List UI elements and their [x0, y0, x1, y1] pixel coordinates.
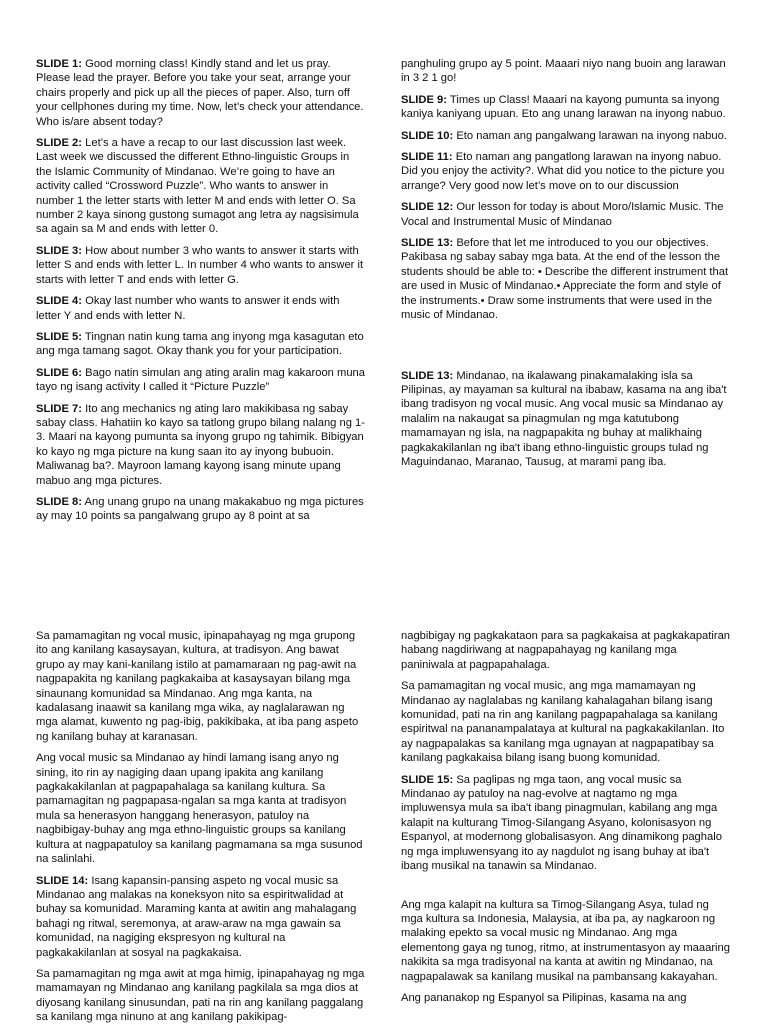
paragraph-text: Ito ang mechanics ng ating laro makikibasa ng sabay sabay class. Hahatiin ko kayo sa tatlong grupo bilang nalang ng 1-3. Maari na kayong pumunta sa inyong grupo ng tahimik. Bibigyan ko kayo ng mga picture na kung saan ito ay inyong bubuoin. Maliwanag ba?. Mayroon lamang kayong isang minute upang mabuo ang mga pictures. [36, 402, 365, 487]
paragraph-text: Good morning class! Kindly stand and let us pray. Please lead the prayer. Before you take your seat, arrange your chairs properly and pick up all the pieces of paper. Also, turn off your cellphones during my time. Now, let’s check your attendance. Who is/are absent today? [36, 58, 364, 128]
paragraph-text: Before that let me introduced to you our objectives. Pakibasa ng sabay sabay mga bata. At the end of the lesson the students should be able to: • Describe the different instrument that are used in Music of Mindanao.• Appreciate the form and style of the instruments.• Draw some instruments that were used in the music of Mindanao. [401, 237, 729, 322]
paragraph-text: Our lesson for today is about Moro/Islamic Music. The Vocal and Instrumental Music of Mindanao [401, 201, 724, 228]
paragraph-text: Isang kapansin-pansing aspeto ng vocal music sa Mindanao ang malakas na koneksyon nito sa espiritwalidad at buhay sa komunidad. Maraming kanta at awitin ang mahalagang bahagi ng ritwal, seremonya, at araw-araw na mga gawain sa komunidad, na nagiging ekspresyon ng kultural na pagkakakilanlan at sosyal na pagkakaisa. [36, 874, 357, 959]
paragraph [401, 57, 731, 86]
paragraph [36, 294, 366, 323]
paragraph-text: Ang vocal music sa Mindanao ay hindi lamang isang anyo ng sining, ito rin ay nagiging daan upang ipakita ang kanilang pagkakakilanlan at pagpapahalaga sa kanilang kultura. Sa pamamagitan ng pagpapasa-ngalan sa mga kanta at tradisyon mula sa henerasyon hanggang henerasyon, patuloy na nagbibigay-buhay ang mga ethno-linguistic groups sa kanilang kultura at nagpapatuloy sa kanilang pagmamana sa mga susunod na salinlahi. [36, 752, 363, 866]
paragraph [36, 495, 366, 524]
paragraph [401, 369, 731, 470]
paragraph [401, 679, 731, 765]
paragraph [36, 967, 366, 1025]
paragraph-text: Ang mga kalapit na kultura sa Timog-Silangang Asya, tulad ng mga kultura sa Indonesia, Malaysia, at iba pa, ay nagkaroon ng malaking epekto sa vocal music ng Mindanao. Ang mga elementong gaya ng tunog, ritmo, at instrumentasyon ay maaaring nakikita sa mga tradisyonal na kanta at awitin ng Mindanao, na nagpapalawak sa kanilang musikal na pambansang kakayahan. [401, 898, 730, 983]
paragraph [36, 136, 366, 237]
paragraph [401, 773, 731, 874]
bottom-right-column [401, 629, 731, 1012]
paragraph-text: Sa pamamagitan ng mga awit at mga himig, ipinapahayag ng mga mamamayan ng Mindanao ang kanilang pagkilala sa mga dios at diyosang kanilang sinusundan, pati na rin ang kanilang paggalang sa kanilang mga ninuno at ang kanilang pakikipag- [36, 967, 365, 1024]
slide-label: SLIDE 13: [401, 369, 454, 382]
paragraph-text: Ang unang grupo na unang makakabuo ng mga pictures ay may 10 points sa pangalwang grupo ay 8 point at sa [36, 495, 364, 523]
paragraph [36, 751, 366, 866]
paragraph-text: Eto naman ang pangatlong larawan na inyong nabuo. Did you enjoy the activity?. What did you notice to the picture you arrange? Very good now let’s move on to our discussion [401, 151, 725, 192]
paragraph [36, 874, 366, 960]
paragraph [401, 898, 731, 984]
slide-label: SLIDE 6: [36, 366, 83, 379]
slide-label: SLIDE 1: [36, 58, 83, 70]
slide-label: SLIDE 5: [36, 330, 83, 343]
slide-label: SLIDE 13: [401, 237, 454, 250]
paragraph [36, 57, 366, 129]
paragraph-text: Mindanao, na ikalawang pinakamalaking isla sa Pilipinas, ay mayaman sa kultural na ibabaw, kasama na ang iba't ibang tradisyon ng vocal music. Ang vocal music sa Mindanao ay malalim na nakaugat sa pinagmulan ng mga katutubong mamamayan ng isla, na nagpapakita ng buhay at malikhaing pagkakakilanlan ng iba't ibang ethno-linguistic groups tulad ng Maguindanao, Maranao, Tausug, at marami pang iba. [401, 369, 727, 468]
paragraph-text: Bago natin simulan ang ating aralin mag kakaroon muna tayo ng isang activity I called it “Picture Puzzle” [36, 366, 365, 394]
paragraph-text: Ang pananakop ng Espanyol sa Pilipinas, kasama na ang [401, 991, 687, 1004]
slide-label: SLIDE 14: [36, 874, 89, 887]
slide-label: SLIDE 3: [36, 244, 83, 257]
slide-label: SLIDE 15: [401, 773, 454, 786]
slide-label: SLIDE 8: [36, 495, 83, 508]
slide-label: SLIDE 2: [36, 137, 83, 150]
paragraph-text: Tingnan natin kung tama ang inyong mga kasagutan eto ang mga tamang sagot. Okay thank you for your participation. [36, 330, 364, 358]
paragraph [401, 150, 731, 193]
paragraph-text: How about number 3 who wants to answer it starts with letter S and ends with letter L. In number 4 who wants to answer it starts with letter T and ends with letter G. [36, 244, 364, 286]
paragraph-text: Let’s a have a recap to our last discussion last week. Last week we discussed the different Ethno-linguistic Groups in the Islamic Community of Mindanao. We’re going to have an activity called “Crossword Puzzle”. Who wants to answer in number 1 the letter starts with letter M and ends with letter O. Sa number 2 kaya sinong gustong sumagot ang letra ay nagsisimula sa again sa M and ends with letter 0. [36, 137, 359, 236]
paragraph [401, 93, 731, 122]
paragraph [401, 200, 731, 229]
paragraph [401, 129, 731, 143]
paragraph [36, 244, 366, 287]
slide-label: SLIDE 9: [401, 93, 448, 106]
slide-label: SLIDE 11: [401, 151, 453, 164]
paragraph-text: Sa paglipas ng mga taon, ang vocal music sa Mindanao ay patuloy na nag-evolve at nagtamo ng mga impluwensya mula sa iba't ibang pinagmulan, kabilang ang mga kalapit na kulturang Timog-Silangang Asyano, kolonisasyon ng Espanyol, at modernong globalisasyon. Ang dinamikong paghalo ng mga impluwensyang ito ay nagdulot ng isang buhay at iba't ibang musikal na tanawin sa Mindanao. [401, 773, 722, 873]
slide-label: SLIDE 4: [36, 295, 83, 308]
paragraph [401, 991, 731, 1005]
paragraph [36, 402, 366, 488]
slide-label: SLIDE 7: [36, 402, 83, 415]
bottom-left-column [36, 629, 366, 1032]
top-right-column [401, 57, 731, 476]
paragraph-text: nagbibigay ng pagkakataon para sa pagkakaisa at pagkakapatiran habang nagdiriwang at nagpapahayag ng kanilang mga paniniwala at pagpapahalaga. [401, 630, 731, 671]
paragraph [36, 366, 366, 395]
paragraph-text: panghuling grupo ay 5 point. Maaari niyo nang buoin ang larawan in 3 2 1 go! [401, 58, 726, 85]
paragraph [401, 629, 731, 672]
top-left-column [36, 57, 366, 531]
paragraph-text: Sa pamamagitan ng vocal music, ang mga mamamayan ng Mindanao ay naglalabas ng kanilang kahalagahan bilang isang komunidad, pati na rin ang kanilang pagpapahalaga sa kanilang espiritwal na pananampalataya at kultural na pagkakakilanlan. Ito ay nagpapalakas sa kanilang mga ugnayan at nagpapatibay sa kanilang pagkakaisa bilang isang buong komunidad. [401, 680, 725, 765]
paragraph-text: Okay last number who wants to answer it ends with letter Y and ends with letter N. [36, 295, 340, 322]
paragraph-text: Sa pamamagitan ng vocal music, ipinapahayag ng mga grupong ito ang kanilang kasaysayan, kultura, at tradisyon. Ang bawat grupo ay may kani-kanilang istilo at pamamaraan ng pag-awit na nagpapakita ng kanilang pagkakaiba at kasaysayan bilang mga sinaunang komunidad sa Mindanao. Ang mga kanta, na kadalasang inaawit sa kanilang mga wika, ay naglalarawan ng mga alamat, kuwento ng pag-ibig, pakikibaka, at iba pang aspeto ng kanilang buhay at karanasan. [36, 630, 359, 743]
paragraph [36, 330, 366, 359]
slide-label: SLIDE 12: [401, 201, 454, 214]
paragraph-text: Eto naman ang pangalwang larawan na inyong nabuo. [453, 129, 727, 142]
slide-label: SLIDE 10: [401, 129, 454, 142]
paragraph [401, 236, 731, 322]
paragraph [36, 629, 366, 744]
paragraph-text: Times up Class! Maaari na kayong pumunta sa inyong kaniya kaniyang upuan. Eto ang unang larawan na inyong nabuo. [401, 93, 726, 121]
